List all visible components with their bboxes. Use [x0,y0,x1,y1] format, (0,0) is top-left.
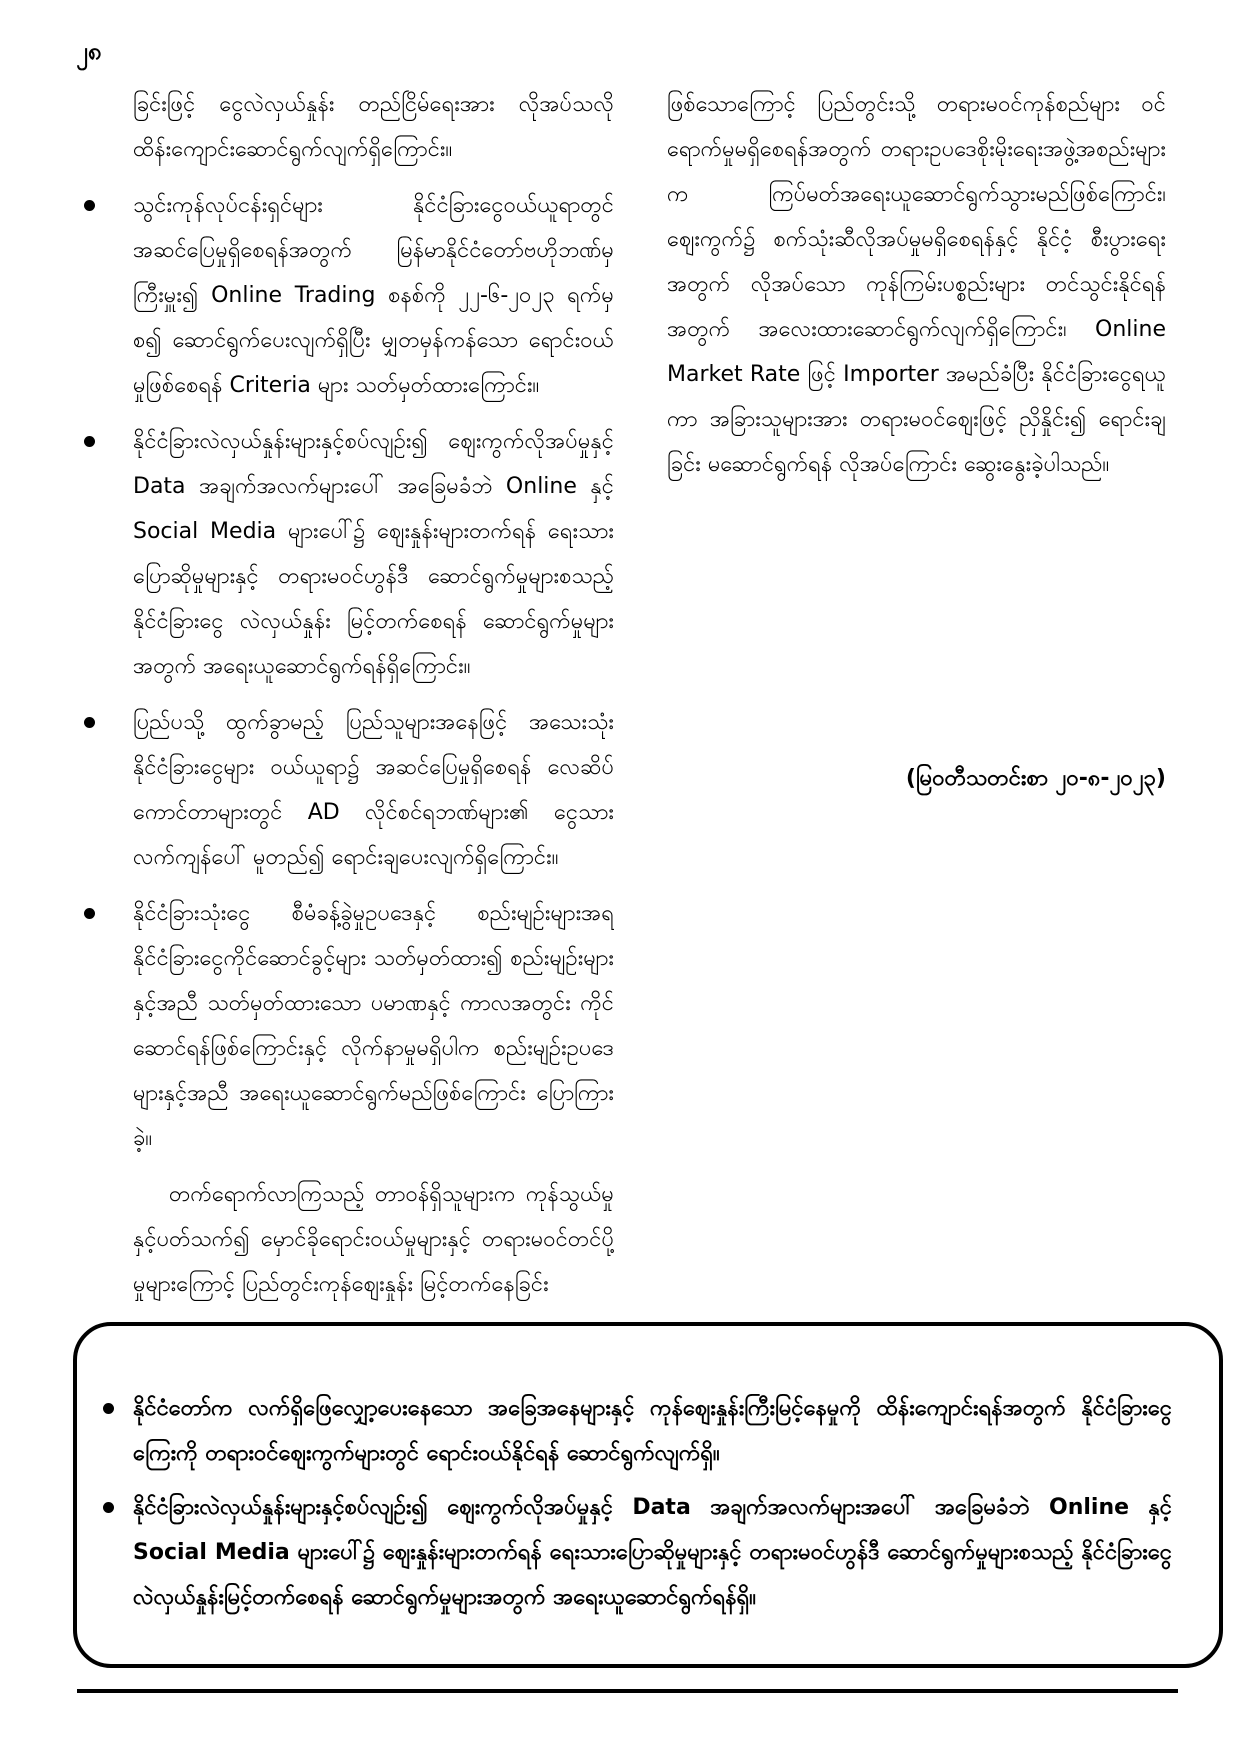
summary-box [73,1322,1223,1668]
bullet-icon [84,717,95,728]
source-citation: (မြဝတီသတင်းစာ ၂၀-၈-၂၀၂၃) [905,766,1166,791]
bullet-text: နိုင်ငံခြားသုံးငွေ စီမံခန့်ခွဲမှုဥပဒေနှင့် စည်းမျဉ်းများအရ နိုင်ငံခြားငွေကိုင်ဆောင်ခွင့်များ သတ်မှတ်ထား၍ စည်းမျဉ်းများနှင့်အညီ သတ်မှတ်ထားသော ပမာဏနှင့် ကာလအတွင်း ကိုင်ဆောင်ရန်ဖြစ်ကြောင်းနှင့် လိုက်နာမှုမရှိပါက စည်းမျဉ်းဥပဒေများနှင့်အညီ အရေးယူဆောင်ရွက်မည်ဖြစ်ကြောင်း ပြောကြားခဲ့။ [133,901,614,1151]
bullet-text: နိုင်ငံခြားလဲလှယ်နှုန်းများနှင့်စပ်လျဉ်း၍ ဈေးကွက်လိုအပ်မှုနှင့် Data အချက်အလက်များပေါ် အခြေမခံဘဲ Online နှင့် Social Media များပေါ်၌ ဈေးနှုန်းများတက်ရန် ရေးသားပြောဆိုမှုများနှင့် တရားမဝင်ဟွန်ဒီ ဆောင်ရွက်မှုများစသည့် နိုင်ငံခြားငွေ လဲလှယ်နှုန်း မြင့်တက်စေရန် ဆောင်ရွက်မှုများအတွက် အရေးယူဆောင်ရွက်ရန်ရှိကြောင်း။ [133,429,614,679]
page-number: ၂၈ [76,37,102,65]
list-item [80,419,614,689]
continuation-paragraph: ဖြစ်သောကြောင့် ပြည်တွင်းသို့ တရားမဝင်ကုန်စည်များ ဝင်ရောက်မှုမရှိစေရန်အတွက် တရားဥပဒေစိုးမိုးရေးအဖွဲ့အစည်းများက ကြပ်မတ်အရေးယူဆောင်ရွက်သွားမည်ဖြစ်ကြောင်း၊ ဈေးကွက်၌ စက်သုံးဆီလိုအပ်မှုမရှိစေရန်နှင့် နိုင်ငံ့ စီးပွားရေးအတွက် လိုအပ်သော ကုန်ကြမ်းပစ္စည်းများ တင်သွင်းနိုင်ရန်အတွက် အလေးထားဆောင်ရွက်လျက်ရှိကြောင်း၊ Online Market Rate ဖြင့် Importer အမည်ခံပြီး နိုင်ငံခြားငွေရယူကာ အခြားသူများအား တရားမဝင်ဈေးဖြင့် ညှိနှိုင်း၍ ရောင်းချခြင်း မဆောင်ရွက်ရန် လိုအပ်ကြောင်း ဆွေးနွေးခဲ့ပါသည်။ [667,92,1166,477]
bullet-text: သွင်းကုန်လုပ်ငန်းရှင်များ နိုင်ငံခြားငွေဝယ်ယူရာတွင် အဆင်ပြေမှုရှိစေရန်အတွက် မြန်မာနိုင်ငံတော်ဗဟိုဘဏ်မှ ကြီးမှူး၍ Online Trading စနစ်ကို ၂၂-၆-၂၀၂၃ ရက်မှစ၍ ဆောင်ရွက်ပေးလျက်ရှိပြီး မျှတမှန်ကန်သော ရောင်းဝယ်မှုဖြစ်စေရန် Criteria များ သတ်မှတ်ထားကြောင်း။ [133,193,614,398]
closing-paragraph: တက်ရောက်လာကြသည့် တာဝန်ရှိသူများက ကုန်သွယ်မှုနှင့်ပတ်သက်၍ မှောင်ခိုရောင်းဝယ်မှုများနှင့် တရားမဝင်တင်ပို့မှုများကြောင့် ပြည်တွင်းကုန်ဈေးနှုန်း မြင့်တက်နေခြင်း [133,1182,614,1297]
bullet-list [80,183,614,1161]
summary-list-item [133,1386,1172,1476]
bullet-icon [103,1403,114,1414]
list-item [80,891,614,1161]
bullet-text: ပြည်ပသို့ ထွက်ခွာမည့် ပြည်သူများအနေဖြင့် အသေးသုံး နိုင်ငံခြားငွေများ ဝယ်ယူရာ၌ အဆင်ပြေမှုရှိစေရန် လေဆိပ်ကောင်တာများတွင် AD လိုင်စင်ရဘဏ်များ၏ ငွေသားလက်ကျန်ပေါ် မူတည်၍ ရောင်းချပေးလျက်ရှိကြောင်း။ [133,710,614,870]
bullet-icon [84,908,95,919]
summary-bullet-text: နိုင်ငံခြားလဲလှယ်နှုန်းများနှင့်စပ်လျဉ်း၍ ဈေးကွက်လိုအပ်မှုနှင့် Data အချက်အလက်များအပေါ် အခြေမခံဘဲ Online နှင့် Social Media များပေါ်၌ ဈေးနှုန်းများတက်ရန် ရေးသားပြောဆိုမှုများနှင့် တရားမဝင်ဟွန်ဒီ ဆောင်ရွက်မှုများစသည့် နိုင်ငံခြားငွေလဲလှယ်နှုန်းမြင့်တက်စေရန် ဆောင်ရွက်မှုများအတွက် အရေးယူဆောင်ရွက်ရန်ရှိ။ [133,1495,1172,1610]
bullet-icon [103,1502,114,1513]
list-item [80,700,614,880]
bottom-divider [77,1689,1178,1693]
bullet-icon [84,200,95,211]
summary-list-item [133,1485,1172,1620]
summary-bullet-list [133,1386,1172,1620]
bullet-icon [84,436,95,447]
intro-paragraph: ခြင်းဖြင့် ငွေလဲလှယ်နှုန်း တည်ငြိမ်ရေးအား လိုအပ်သလို ထိန်းကျောင်းဆောင်ရွက်လျက်ရှိကြောင်း။ [133,92,614,162]
list-item [80,183,614,408]
right-column [664,82,1166,512]
left-column [80,82,614,1312]
summary-bullet-text: နိုင်ငံတော်က လက်ရှိဖြေလျှော့ပေးနေသော အခြေအနေများနှင့် ကုန်ဈေးနှုန်းကြီးမြင့်နေမှုကို ထိန်းကျောင်းရန်အတွက် နိုင်ငံခြားငွေကြေးကို တရားဝင်ဈေးကွက်များတွင် ရောင်းဝယ်နိုင်ရန် ဆောင်ရွက်လျက်ရှိ။ [133,1396,1172,1466]
